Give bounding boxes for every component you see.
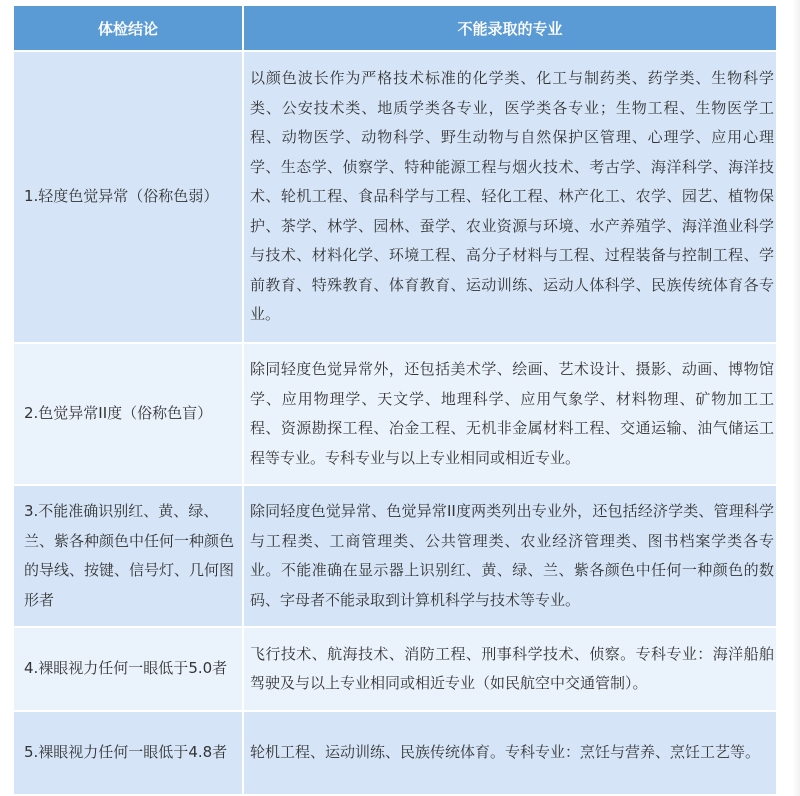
page-right-edge bbox=[792, 0, 800, 796]
row-majors: 除同轻度色觉异常、色觉异常II度两类列出专业外，还包括经济学类、管理科学与工程类、工商管理类、公共管理类、农业经济管理类、图书档案学类各专业。不能准确在显示器上识别红、黄、绿、兰、紫各颜色中任何一种颜色的数码、字母者不能录取到计算机科学与技术等专业。 bbox=[244, 486, 776, 626]
row-conclusion: 3.不能准确识别红、黄、绿、兰、紫各种颜色中任何一种颜色的导线、按键、信号灯、几何图形者 bbox=[14, 486, 242, 626]
table-row bbox=[14, 52, 776, 342]
row-conclusion: 2.色觉异常II度（俗称色盲） bbox=[14, 344, 242, 484]
row-majors: 除同轻度色觉异常外，还包括美术学、绘画、艺术设计、摄影、动画、博物馆学、应用物理学、天文学、地理科学、应用气象学、材料物理、矿物加工工程、资源勘探工程、冶金工程、无机非金属材料工程、交通运输、油气储运工程等专业。专科专业与以上专业相同或相近专业。 bbox=[244, 344, 776, 484]
row-conclusion: 4.裸眼视力任何一眼低于5.0者 bbox=[14, 628, 242, 710]
row-majors: 轮机工程、运动训练、民族传统体育。专科专业：烹饪与营养、烹饪工艺等。 bbox=[244, 712, 776, 794]
row-conclusion: 5.裸眼视力任何一眼低于4.8者 bbox=[14, 712, 242, 794]
header-majors: 不能录取的专业 bbox=[244, 6, 776, 50]
table-row bbox=[14, 486, 776, 626]
table-row bbox=[14, 344, 776, 484]
row-majors: 以颜色波长作为严格技术标准的化学类、化工与制药类、药学类、生物科学类、公安技术类、地质学类各专业，医学类各专业；生物工程、生物医学工程、动物医学、动物科学、野生动物与自然保护区管理、心理学、应用心理学、生态学、侦察学、特种能源工程与烟火技术、考古学、海洋科学、海洋技术、轮机工程、食品科学与工程、轻化工程、林产化工、农学、园艺、植物保护、茶学、林学、园林、蚕学、农业资源与环境、水产养殖学、海洋渔业科学与技术、材料化学、环境工程、高分子材料与工程、过程装备与控制工程、学前教育、特殊教育、体育教育、运动训练、运动人体科学、民族传统体育各专业。 bbox=[244, 52, 776, 342]
requirements-table bbox=[12, 4, 778, 796]
requirements-table-container bbox=[12, 4, 776, 796]
header-conclusion: 体检结论 bbox=[14, 6, 242, 50]
row-majors: 飞行技术、航海技术、消防工程、刑事科学技术、侦察。专科专业：海洋船舶驾驶及与以上专业相同或相近专业（如民航空中交通管制）。 bbox=[244, 628, 776, 710]
table-row bbox=[14, 712, 776, 794]
row-conclusion: 1.轻度色觉异常（俗称色弱） bbox=[14, 52, 242, 342]
table-row bbox=[14, 628, 776, 710]
table-header-row bbox=[14, 6, 776, 50]
